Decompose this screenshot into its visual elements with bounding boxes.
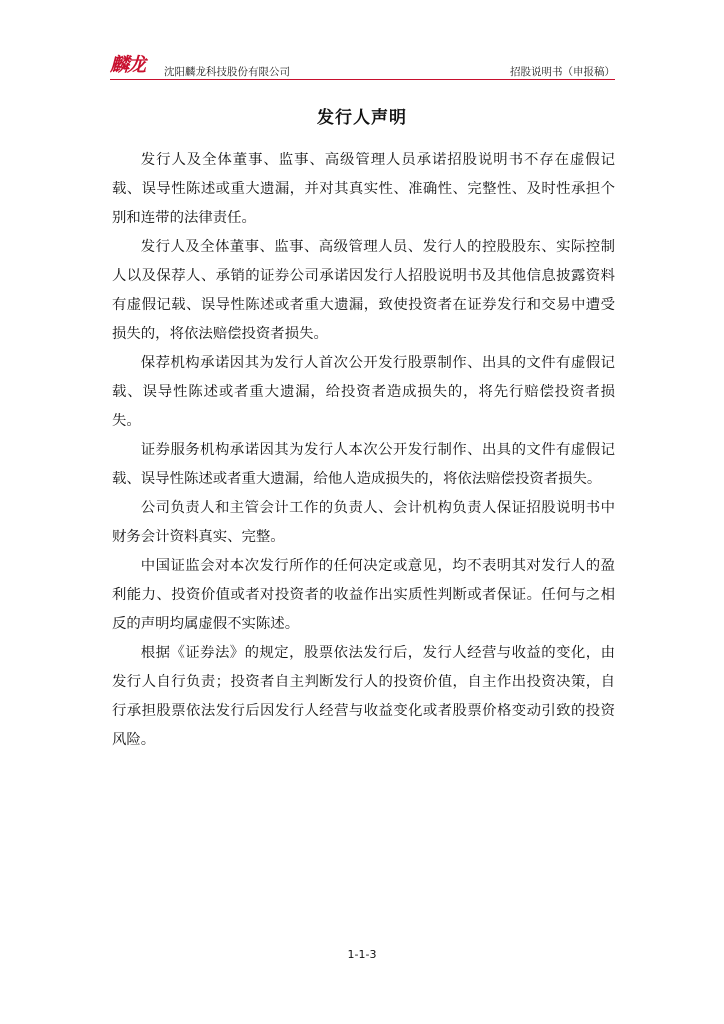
- document-title: 招股说明书（申报稿）: [510, 66, 615, 78]
- paragraph: 保荐机构承诺因其为发行人首次公开发行股票制作、出具的文件有虚假记载、误导性陈述或者重大遗漏，给投资者造成损失的，将先行赔偿投资者损失。: [112, 355, 615, 429]
- company-logo: 麟龙: [110, 54, 145, 76]
- paragraph: 发行人及全体董事、监事、高级管理人员承诺招股说明书不存在虚假记载、误导性陈述或重大遗漏，并对其真实性、准确性、完整性、及时性承担个别和连带的法律责任。: [112, 152, 615, 226]
- paragraph: 证券服务机构承诺因其为发行人本次公开发行制作、出具的文件有虚假记载、误导性陈述或者重大遗漏，给他人造成损失的，将依法赔偿投资者损失。: [112, 442, 615, 487]
- header-rule: [110, 79, 615, 80]
- paragraph: 公司负责人和主管会计工作的负责人、会计机构负责人保证招股说明书中财务会计资料真实、完整。: [112, 500, 615, 545]
- paragraph: 发行人及全体董事、监事、高级管理人员、发行人的控股股东、实际控制人以及保荐人、承销的证券公司承诺因发行人招股说明书及其他信息披露资料有虚假记载、误导性陈述或者重大遗漏，致使投资者在证券发行和交易中遭受损失的，将依法赔偿投资者损失。: [112, 239, 615, 342]
- page-number: 1-1-3: [347, 948, 377, 961]
- statement-body: [112, 146, 615, 755]
- paragraph: 中国证监会对本次发行所作的任何决定或意见，均不表明其对发行人的盈利能力、投资价值或者对投资者的收益作出实质性判断或者保证。任何与之相反的声明均属虚假不实陈述。: [112, 558, 615, 632]
- paragraph: 根据《证券法》的规定，股票依法发行后，发行人经营与收益的变化，由发行人自行负责；投资者自主判断发行人的投资价值，自主作出投资决策，自行承担股票依法发行后因发行人经营与收益变化或者股票价格变动引致的投资风险。: [112, 645, 615, 748]
- page-header: [110, 54, 615, 80]
- company-name: 沈阳麟龙科技股份有限公司: [164, 66, 290, 78]
- page-title: 发行人声明: [317, 108, 407, 128]
